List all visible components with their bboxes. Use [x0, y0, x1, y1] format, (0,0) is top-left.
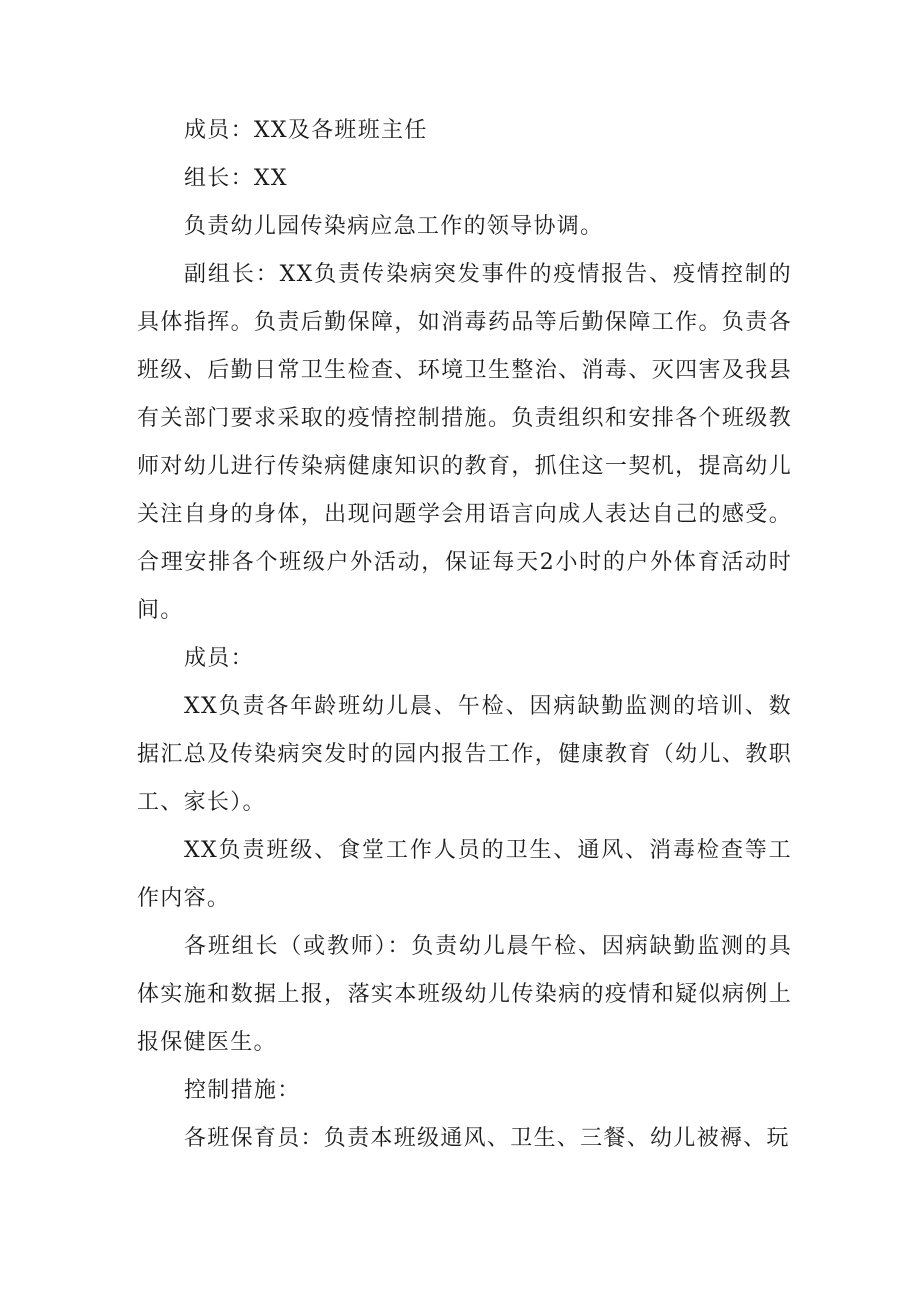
paragraph-group-leader: 组长：XX: [184, 166, 288, 191]
paragraph-leader-duty: 负责幼儿园传染病应急工作的领导协调。: [184, 214, 604, 239]
paragraph-deputy-leader: 副组长：XX负责传染病突发事件的疫情报告、疫情控制的具体指挥。负责后勤保障，如消毒药品等后勤保障工作。负责各班级、后勤日常卫生检查、环境卫生整治、消毒、灭四害及我县有关部门要求采取的疫情控制措施。负责组织和安排各个班级教师对幼儿进行传染病健康知识的教育，抓住这一契机，提高幼儿关注自身的身体，出现问题学会用语言向成人表达自己的感受。合理安排各个班级户外活动，保证每天2小时的户外体育活动时间。: [137, 262, 792, 623]
paragraph-member-hygiene-inspection: XX负责班级、食堂工作人员的卫生、通风、消毒检查等工作内容。: [137, 838, 792, 911]
paragraph-control-measures-heading: 控制措施：: [184, 1078, 301, 1103]
paragraph-member-health-monitoring: XX负责各年龄班幼儿晨、午检、因病缺勤监测的培训、数据汇总及传染病突发时的园内报告工作，健康教育（幼儿、教职工、家长）。: [137, 694, 792, 815]
paragraph-caregivers: 各班保育员：负责本班级通风、卫生、三餐、幼儿被褥、玩: [184, 1126, 790, 1151]
paragraph-members-label: 成员：: [184, 646, 254, 671]
paragraph-members-head: 成员：XX及各班班主任: [184, 118, 428, 143]
paragraph-class-leaders: 各班组长（或教师）：负责幼儿晨午检、因病缺勤监测的具体实施和数据上报，落实本班级幼儿传染病的疫情和疑似病例上报保健医生。: [137, 934, 792, 1055]
